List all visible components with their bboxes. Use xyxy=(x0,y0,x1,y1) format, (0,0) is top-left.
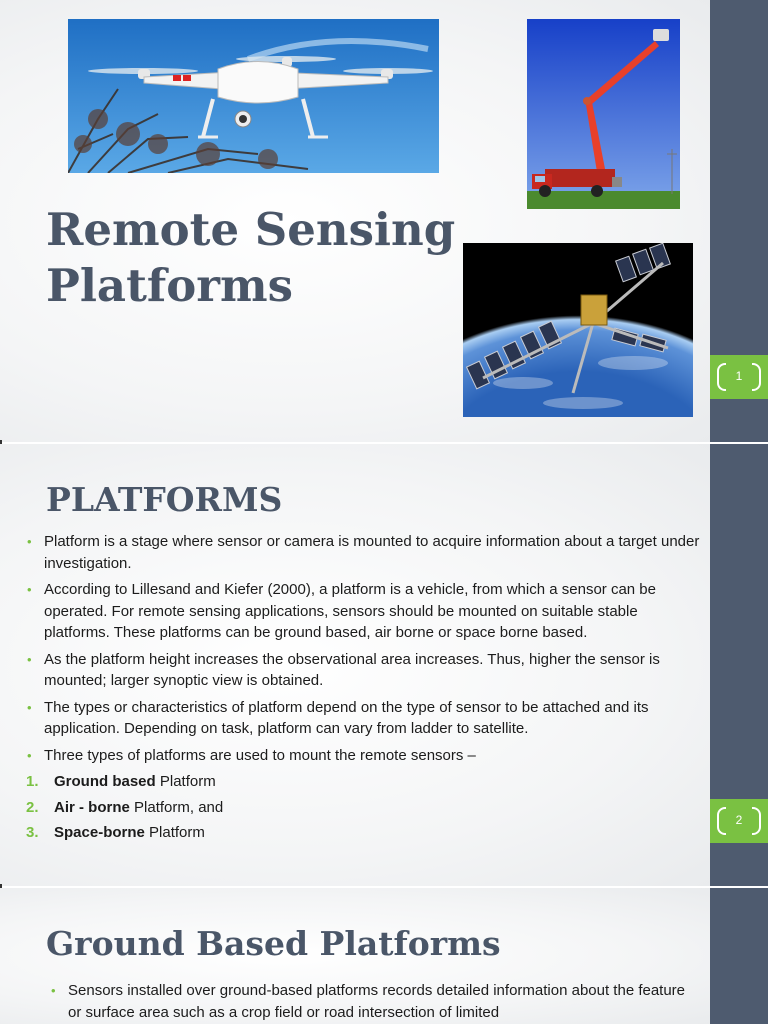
slide-1-title xyxy=(46,202,455,314)
drone-photo xyxy=(68,19,439,173)
bullet-dot-icon: • xyxy=(27,747,32,763)
bullet-item: • Sensors installed over ground-based platforms records detailed information about the feature or surface area such as a crop field or road intersection of limited xyxy=(51,982,686,1021)
page-number: 2 xyxy=(735,813,743,827)
bullet-dot-icon: • xyxy=(27,699,32,715)
slide-3-sidebar xyxy=(710,888,768,1024)
title-line-1: Remote Sensing xyxy=(46,203,456,256)
page-number: 1 xyxy=(735,369,743,383)
bullet-dot-icon: • xyxy=(51,983,56,998)
bullet-dot-icon: • xyxy=(27,651,32,667)
numbered-item: 3. Space-borne Platform xyxy=(26,824,205,841)
title-line-2: Platforms xyxy=(46,259,293,312)
bullet-item: • Platform is a stage where sensor or camera is mounted to acquire information about a target under investigation. xyxy=(27,533,700,572)
page-number-badge-1 xyxy=(710,355,768,399)
bullet-item: • According to Lillesand and Kiefer (2000), a platform is a vehicle, from which a sensor can be operated. For remote sensing applications, sensors should be mounted on suitable stable platforms. These platforms can be ground based, air borne or space borne based. xyxy=(27,581,656,641)
bullet-item: • The types or characteristics of platform depend on the type of sensor to be attached and its application. Depending on task, platform can vary from ladder to satellite. xyxy=(27,698,649,737)
numbered-item: 2. Air - borne Platform, and xyxy=(26,798,224,816)
slide-2-title: PLATFORMS xyxy=(46,480,283,519)
bullet-item: • Three types of platforms are used to mount the remote sensors – xyxy=(24,745,704,767)
bracket-right-icon xyxy=(752,807,761,835)
slide-2-bullet-list xyxy=(24,531,704,848)
bracket-right-icon xyxy=(752,363,761,391)
bucket-truck-photo xyxy=(527,19,680,209)
bullet-item: • As the platform height increases the observational area increases. Thus, higher the sensor is mounted; larger synoptic view is obtained. xyxy=(27,650,660,689)
satellite-photo xyxy=(463,243,693,417)
bullet-dot-icon: • xyxy=(27,582,32,597)
bullet-dot-icon: • xyxy=(27,534,32,549)
page-number-badge-2 xyxy=(710,799,768,843)
numbered-item: 1. Ground based Platform xyxy=(26,773,216,790)
slide-3-title: Ground Based Platforms xyxy=(46,924,501,963)
slide-3-bullet-list xyxy=(48,980,688,1024)
